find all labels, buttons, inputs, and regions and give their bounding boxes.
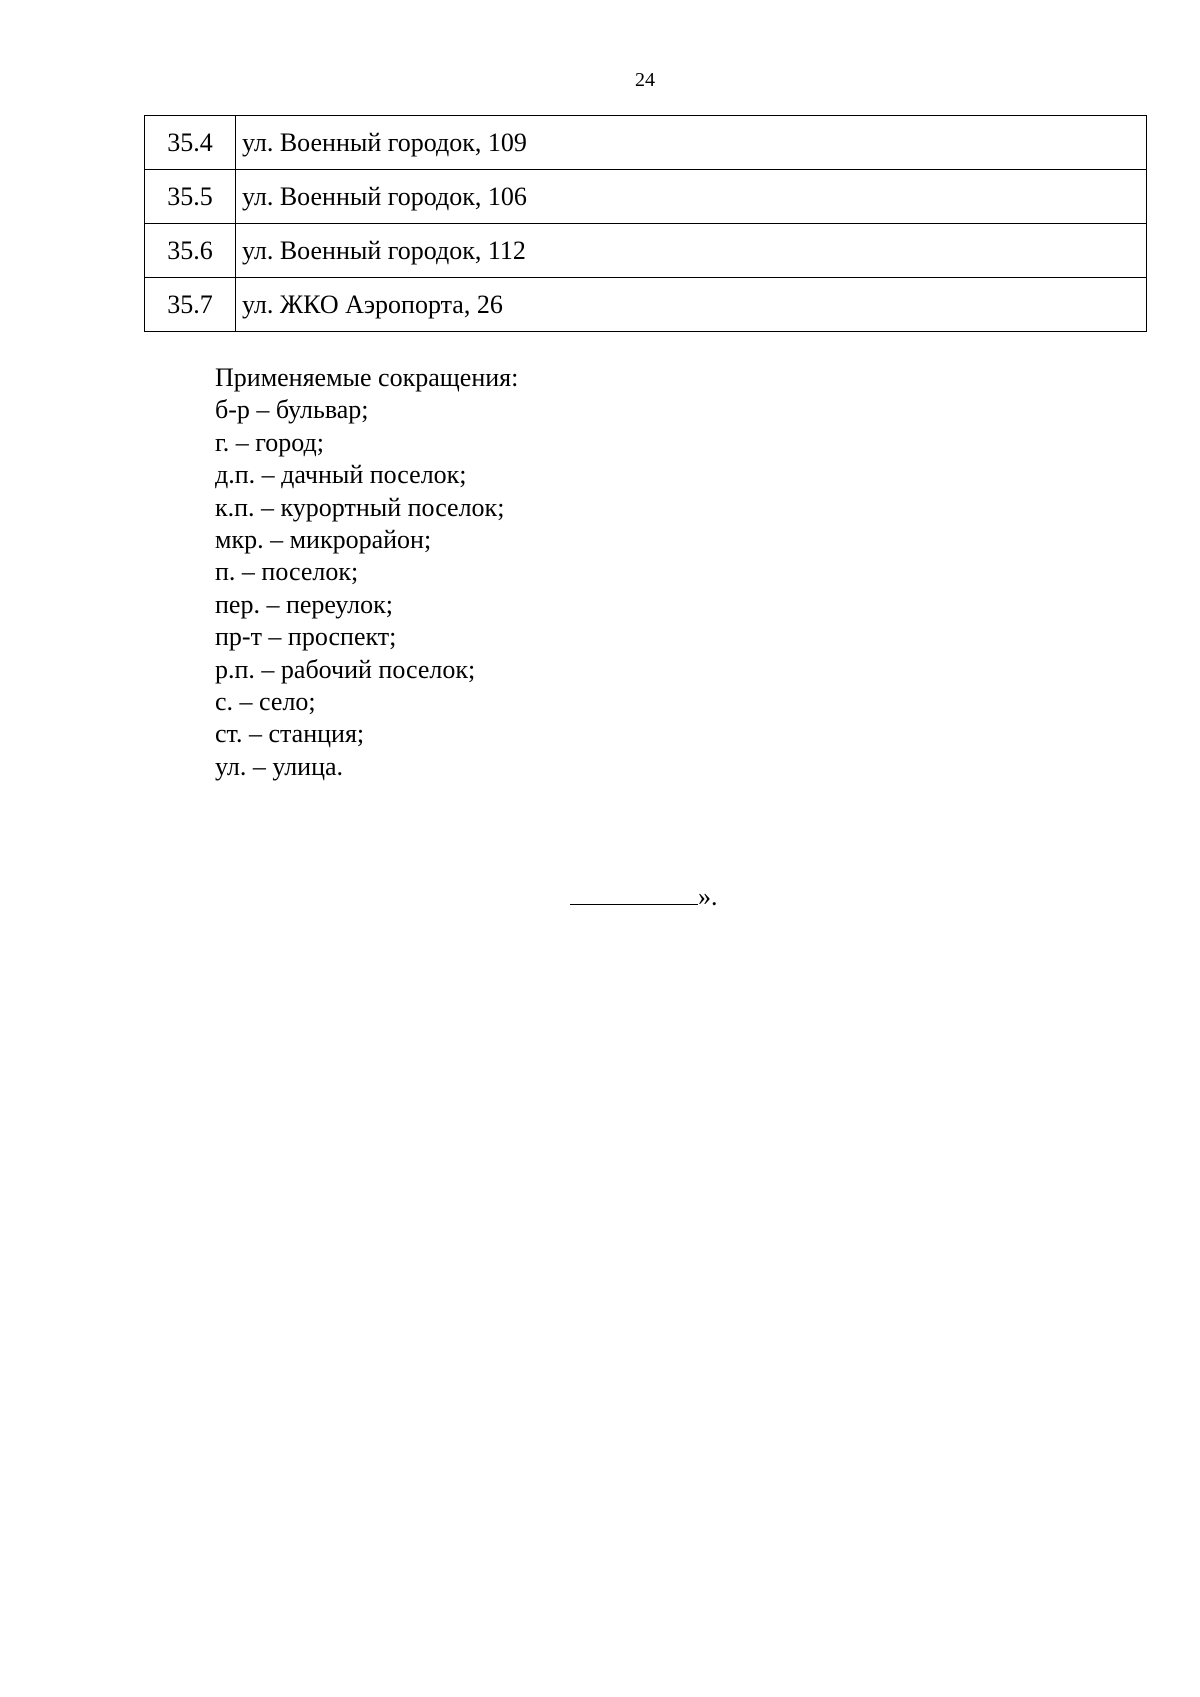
closing-mark: [570, 880, 718, 912]
table-row: [145, 116, 1147, 170]
list-item: г. – город;: [215, 427, 324, 457]
row-address: ул. Военный городок, 112: [236, 224, 1147, 278]
row-number: 35.7: [145, 278, 236, 332]
list-item: б-р – бульвар;: [215, 395, 369, 425]
list-item: д.п. – дачный поселок;: [215, 460, 467, 490]
table-row: [145, 170, 1147, 224]
address-table: [144, 115, 1147, 332]
table-row: [145, 224, 1147, 278]
abbreviations-list: [215, 362, 518, 783]
row-number: 35.4: [145, 116, 236, 170]
abbreviations-heading: Применяемые сокращения:: [215, 363, 519, 392]
row-address: ул. Военный городок, 106: [236, 170, 1147, 224]
list-item: пер. – переулок;: [215, 589, 393, 619]
list-item: пр-т – проспект;: [215, 622, 397, 652]
blank-underline: [570, 880, 698, 905]
row-number: 35.6: [145, 224, 236, 278]
page-number: 24: [635, 69, 655, 91]
list-item: п. – поселок;: [215, 557, 359, 587]
list-item: ст. – станция;: [215, 719, 365, 749]
list-item: р.п. – рабочий поселок;: [215, 654, 476, 684]
row-address: ул. ЖКО Аэропорта, 26: [236, 278, 1147, 332]
table-row: [145, 278, 1147, 332]
list-item: ул. – улица.: [215, 751, 344, 781]
closing-quote: ».: [698, 882, 718, 911]
list-item: мкр. – микрорайон;: [215, 525, 432, 555]
row-number: 35.5: [145, 170, 236, 224]
row-address: ул. Военный городок, 109: [236, 116, 1147, 170]
list-item: с. – село;: [215, 687, 316, 717]
list-item: к.п. – курортный поселок;: [215, 492, 505, 522]
